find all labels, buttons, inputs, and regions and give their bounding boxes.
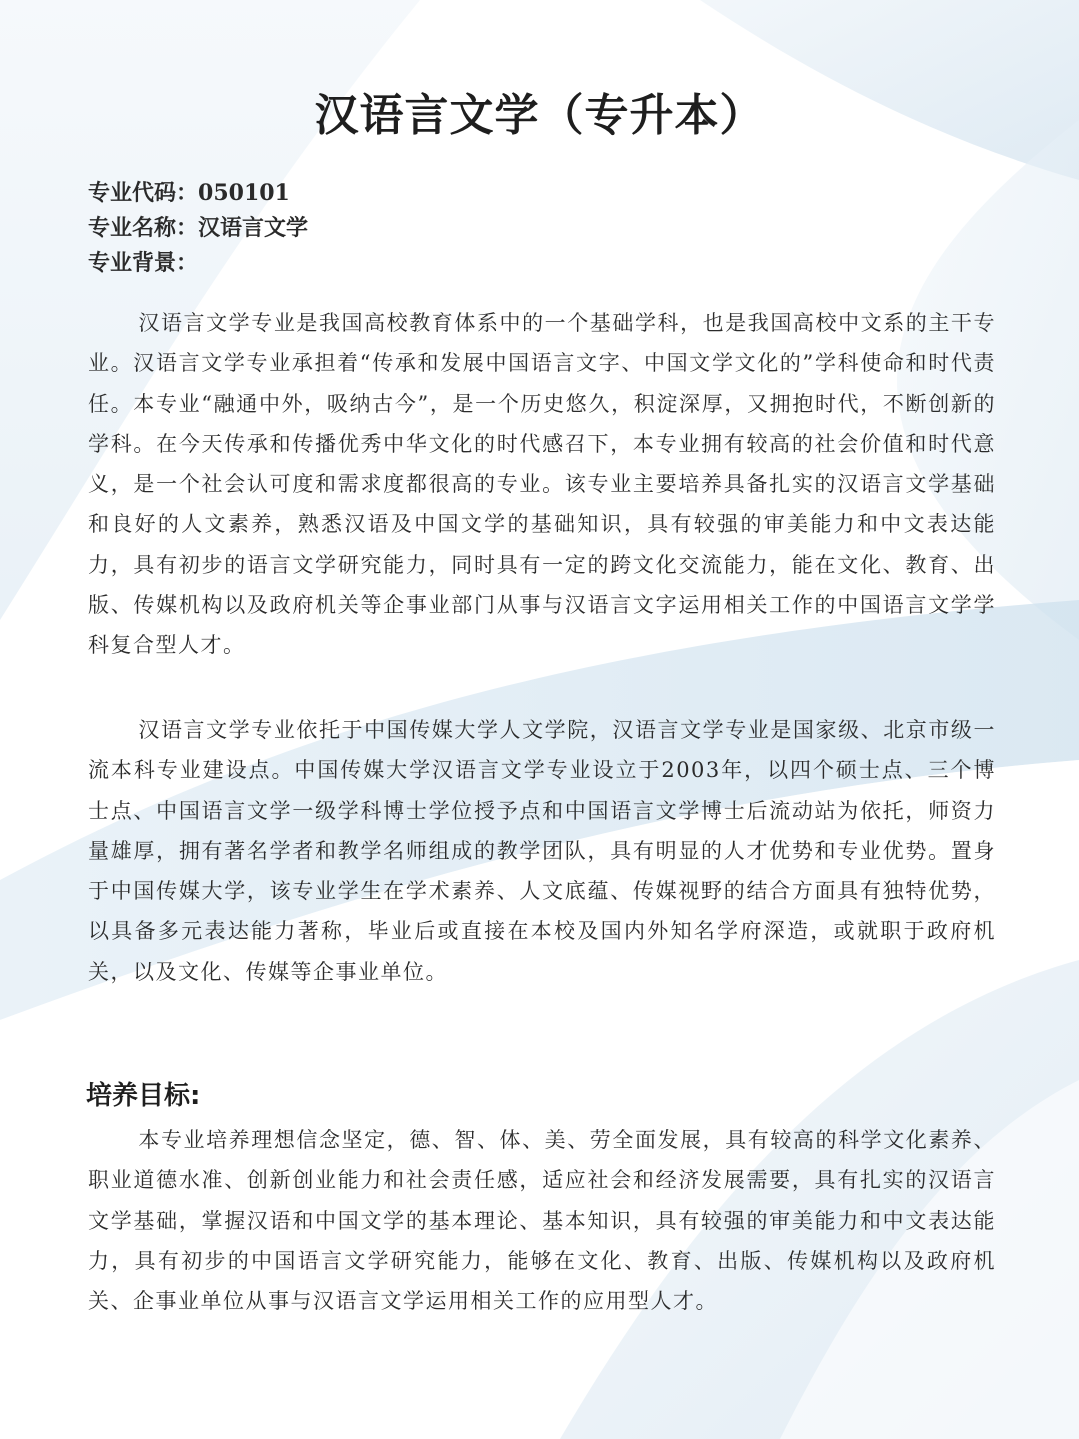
training-goal-heading: 培养目标: [86, 1081, 201, 1111]
major-background-line [88, 246, 988, 281]
major-background-label: 专业背景： [88, 250, 199, 276]
page-title: 汉语言文学（专升本） [314, 90, 765, 141]
background-paragraph-1: 汉语言文学专业是我国高校教育体系中的一个基础学科，也是我国高校中文系的主干专业。汉语言文学专业承担着“传承和发展中国语言文字、中国文学文化的”学科使命和时代责任。本专业“融通中外，吸纳古今”，是一个历史悠久，积淀深厚，又拥抱时代，不断创新的学科。在今天传承和传播优秀中华文化的时代感召下，本专业拥有较高的社会价值和时代意义，是一个社会认可度和需求度都很高的专业。该专业主要培养具备扎实的汉语言文学基础和良好的人文素养，熟悉汉语及中国文学的基础知识，具有较强的审美能力和中文表达能力，具有初步的语言文学研究能力，同时具有一定的跨文化交流能力，能在文化、教育、出版、传媒机构以及政府机关等企事业部门从事与汉语言文字运用相关工作的中国语言文学学科复合型人才。 [88, 311, 996, 658]
major-name-label: 专业名称： [88, 215, 199, 241]
major-name-line [88, 211, 988, 246]
background-paragraph-2: 汉语言文学专业依托于中国传媒大学人文学院，汉语言文学专业是国家级、北京市级一流本科专业建设点。中国传媒大学汉语言文学专业设立于2003年，以四个硕士点、三个博士点、中国语言文学一级学科博士学位授予点和中国语言文学博士后流动站为依托，师资力量雄厚，拥有著名学者和教学名师组成的教学团队，具有明显的人才优势和专业优势。置身于中国传媒大学，该专业学生在学术素养、人文底蕴、传媒视野的结合方面具有独特优势，以具备多元表达能力著称，毕业后或直接在本校及国内外知名学府深造，或就职于政府机关，以及文化、传媒等企事业单位。 [88, 718, 996, 984]
major-code-value: 050101 [198, 180, 290, 206]
training-goal-paragraph: 本专业培养理想信念坚定，德、智、体、美、劳全面发展，具有较高的科学文化素养、职业道德水准、创新创业能力和社会责任感，适应社会和经济发展需要，具有扎实的汉语言文学基础，掌握汉语和中国文学的基本理论、基本知识，具有较强的审美能力和中文表达能力，具有初步的中国语言文学研究能力，能够在文化、教育、出版、传媒机构以及政府机关、企事业单位从事与汉语言文学运用相关工作的应用型人才。 [88, 1128, 996, 1314]
major-code-label: 专业代码： [88, 180, 199, 206]
major-meta [88, 176, 988, 281]
major-name-value: 汉语言文学 [198, 215, 309, 241]
major-code-line [88, 176, 988, 211]
